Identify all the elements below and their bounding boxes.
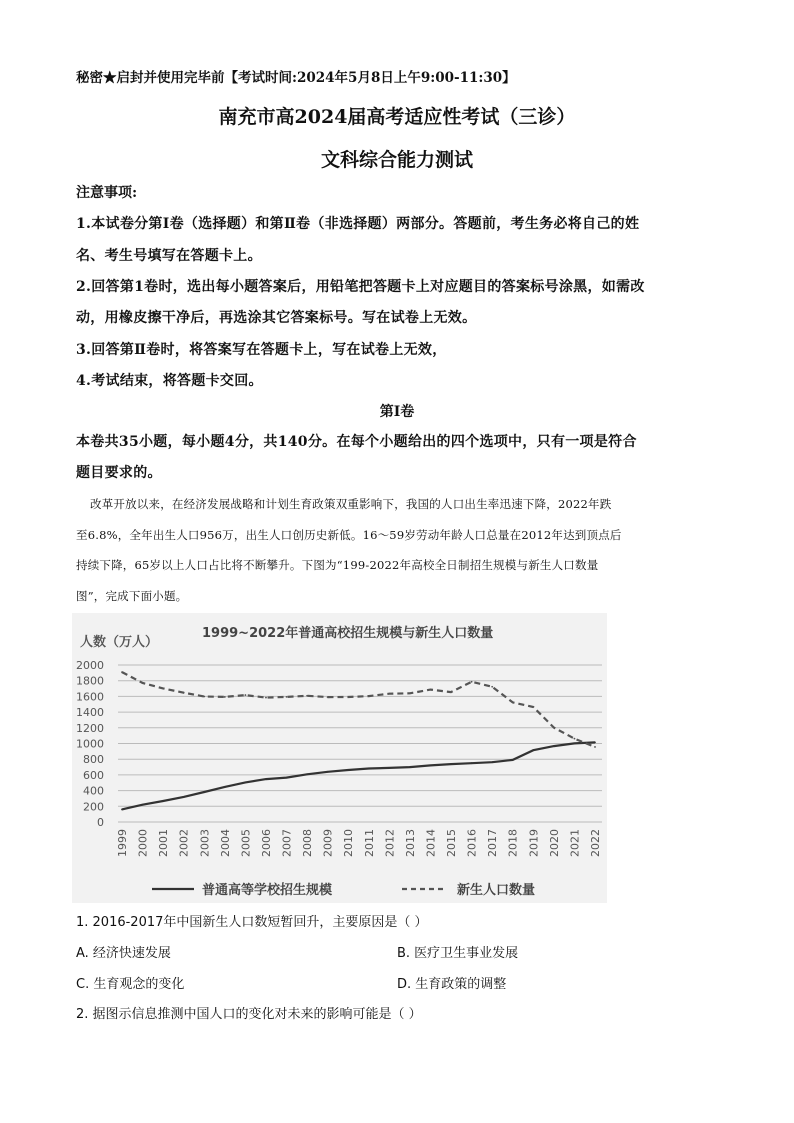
passage-line: 至6.8%，全年出生人口956万，出生人口创历史新低。16～59岁劳动年龄人口总量在2012年达到顶点后 xyxy=(76,528,622,542)
x-tick-label: 2015 xyxy=(445,829,459,857)
passage-line: 图”，完成下面小题。 xyxy=(76,589,188,603)
line-chart xyxy=(72,613,607,903)
data-point xyxy=(491,761,493,763)
legend-label-enrollment: 普通高等学校招生规模 xyxy=(202,883,333,898)
x-tick-label: 2003 xyxy=(198,829,212,857)
x-tick-label: 2006 xyxy=(259,829,273,857)
y-tick-label: 1800 xyxy=(76,674,104,688)
x-tick-label: 2007 xyxy=(280,829,294,857)
data-point xyxy=(512,702,514,704)
data-point xyxy=(265,697,267,699)
x-tick-label: 2001 xyxy=(157,829,171,857)
x-tick-label: 2002 xyxy=(177,829,191,857)
y-tick-label: 1000 xyxy=(76,737,104,751)
x-tick-label: 2005 xyxy=(239,829,253,857)
section-intro: 本卷共35小题，每小题4分，共140分。在每个小题给出的四个选项中，只有一项是符合 xyxy=(76,434,637,450)
x-tick-label: 2018 xyxy=(506,829,520,857)
x-tick-label: 2016 xyxy=(465,829,479,857)
x-tick-label: 2004 xyxy=(218,829,232,857)
x-tick-label: 2012 xyxy=(383,829,397,857)
data-point xyxy=(574,738,576,740)
data-point xyxy=(491,686,493,688)
data-point xyxy=(306,695,308,697)
data-point xyxy=(574,743,576,745)
y-tick-label: 200 xyxy=(83,800,104,814)
x-tick-label: 2022 xyxy=(589,829,602,857)
notice-heading: 注意事项: xyxy=(76,185,138,201)
x-tick-label: 1999 xyxy=(116,829,129,857)
data-point xyxy=(286,777,288,779)
data-point xyxy=(430,765,432,767)
x-tick-label: 2017 xyxy=(486,829,500,857)
notice-line: 4.考试结束，将答题卡交回。 xyxy=(76,373,263,389)
y-tick-label: 600 xyxy=(83,768,104,782)
x-tick-label: 2008 xyxy=(301,829,315,857)
data-point xyxy=(450,763,452,765)
x-tick-labels xyxy=(116,829,602,857)
notice-line: 3.回答第Ⅱ卷时，将答案写在答题卡上，写在试卷上无效， xyxy=(76,342,447,358)
data-point xyxy=(203,791,205,793)
passage-line: 改革开放以来，在经济发展战略和计划生育政策双重影响下，我国的人口出生率迅速下降，2022年跌 xyxy=(90,497,612,511)
data-point xyxy=(409,766,411,768)
secret-line: 秘密★启封并使用完毕前【考试时间:2024年5月8日上午9:00-11:30】 xyxy=(76,70,516,86)
data-point xyxy=(532,749,534,751)
data-point xyxy=(347,769,349,771)
data-point xyxy=(162,800,164,802)
notice-line: 名、考生号填写在答题卡上。 xyxy=(76,248,262,264)
chart-legend xyxy=(152,882,535,898)
x-tick-label: 2020 xyxy=(547,829,561,857)
series-line-births xyxy=(122,672,595,747)
y-tick-label: 2000 xyxy=(76,659,104,672)
data-point xyxy=(244,694,246,696)
data-point xyxy=(183,796,185,798)
y-tick-label: 400 xyxy=(83,784,104,798)
x-tick-label: 2011 xyxy=(362,829,376,857)
y-tick-label: 1200 xyxy=(76,721,104,735)
data-point xyxy=(224,786,226,788)
section-intro: 题目要求的。 xyxy=(76,465,162,481)
data-point xyxy=(430,689,432,691)
data-point xyxy=(121,671,123,673)
option-d[interactable]: D. 生育政策的调整 xyxy=(397,977,507,992)
notice-line: 1.本试卷分第Ⅰ卷（选择题）和第Ⅱ卷（非选择题）两部分。答题前，考生务必将自己的姓 xyxy=(76,216,640,232)
x-tick-label: 2021 xyxy=(568,829,582,857)
exam-subtitle: 文科综合能力测试 xyxy=(320,149,473,171)
notice-line: 2.回答第1卷时，选出每小题答案后，用铅笔把答题卡上对应题目的答案标号涂黑，如需改 xyxy=(76,279,645,295)
data-point xyxy=(388,693,390,695)
data-point xyxy=(471,762,473,764)
y-tick-label: 1400 xyxy=(76,706,104,720)
chart-figure xyxy=(72,613,607,903)
data-point xyxy=(512,759,514,761)
data-point xyxy=(368,695,370,697)
x-tick-label: 2010 xyxy=(342,829,356,857)
data-point xyxy=(265,778,267,780)
data-point xyxy=(327,771,329,773)
data-point xyxy=(553,727,555,729)
notice-line: 动，用橡皮擦干净后，再选涂其它答案标号。写在试卷上无效。 xyxy=(76,310,477,326)
chart-grid xyxy=(118,665,602,822)
question-2-stem: 2. 据图示信息推测中国人口的变化对未来的影响可能是（ ） xyxy=(76,1007,422,1022)
y-tick-labels xyxy=(76,659,104,829)
data-point xyxy=(327,696,329,698)
y-tick-label: 1600 xyxy=(76,690,104,704)
x-tick-label: 2009 xyxy=(321,829,335,857)
data-point xyxy=(594,742,596,744)
y-tick-label: 0 xyxy=(97,816,104,829)
x-tick-label: 2014 xyxy=(424,829,438,857)
series-lines xyxy=(121,671,596,810)
x-tick-label: 2013 xyxy=(403,829,417,857)
data-point xyxy=(203,696,205,698)
data-point xyxy=(450,691,452,693)
data-point xyxy=(532,706,534,708)
data-point xyxy=(142,682,144,684)
option-a[interactable]: A. 经济快速发展 xyxy=(76,946,171,961)
data-point xyxy=(162,687,164,689)
data-point xyxy=(409,692,411,694)
series-line-enrollment xyxy=(122,742,595,809)
question-1-stem: 1. 2016-2017年中国新生人口数短暂回升，主要原因是（ ） xyxy=(76,915,428,930)
volume-label: 第Ⅰ卷 xyxy=(379,404,415,420)
data-point xyxy=(594,746,596,748)
data-point xyxy=(286,696,288,698)
data-point xyxy=(553,745,555,747)
chart-title: 1999~2022年普通高校招生规模与新生人口数量 xyxy=(202,626,494,641)
y-tick-label: 800 xyxy=(83,753,104,767)
data-point xyxy=(347,696,349,698)
x-tick-label: 2019 xyxy=(527,829,541,857)
data-point xyxy=(306,773,308,775)
option-c[interactable]: C. 生育观念的变化 xyxy=(76,977,185,992)
exam-title: 南充市高2024届高考适应性考试（三诊） xyxy=(218,106,576,128)
data-point xyxy=(471,681,473,683)
data-point xyxy=(142,804,144,806)
x-tick-label: 2000 xyxy=(136,829,150,857)
y-axis-label: 人数（万人） xyxy=(80,635,159,650)
legend-label-births: 新生人口数量 xyxy=(457,883,536,898)
option-b[interactable]: B. 医疗卫生事业发展 xyxy=(397,946,519,961)
passage-line: 持续下降，65岁以上人口占比将不断攀升。下图为“199-2022年高校全日制招生规模与新生人口数量 xyxy=(76,558,599,572)
data-point xyxy=(121,809,123,811)
data-point xyxy=(388,767,390,769)
data-point xyxy=(183,692,185,694)
data-point xyxy=(244,782,246,784)
data-point xyxy=(224,696,226,698)
data-point xyxy=(368,768,370,770)
